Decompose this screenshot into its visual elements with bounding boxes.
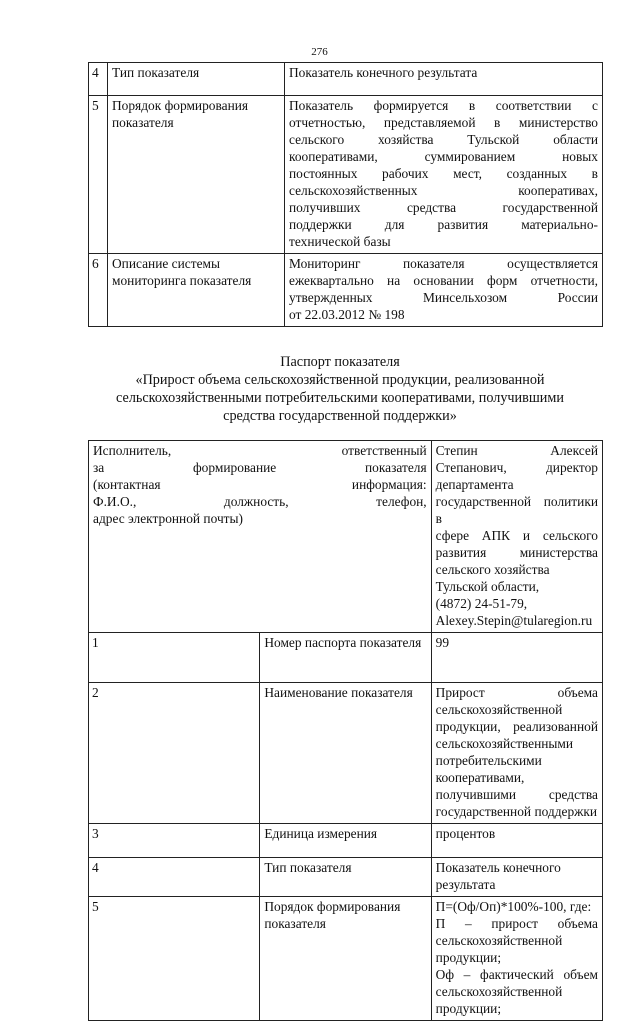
table-row — [89, 897, 603, 1021]
row-label: Порядок формирования показателя — [108, 96, 285, 254]
row-value: процентов — [431, 824, 602, 858]
row-label: Тип показателя — [108, 63, 285, 96]
table-row — [89, 63, 603, 96]
row-label: Тип показателя — [260, 858, 431, 897]
table-row — [89, 633, 603, 683]
row-label: Наименование показателя — [260, 683, 431, 824]
table-row — [89, 824, 603, 858]
table-row-executor — [89, 441, 603, 633]
passport-heading — [60, 353, 620, 425]
indicator-table-continued — [88, 62, 603, 327]
row-value: Прирост объема сельскохозяйственной продукции, реализованной сельскохозяйственными потребительскими кооперативами, получившими средства государственной поддержки — [431, 683, 602, 824]
row-number: 5 — [89, 897, 260, 1021]
row-value: П=(Оф/Оп)*100%-100, где: П – прирост объема сельскохозяйственной продукции; Оф – фактический объем сельскохозяйственной продукции; — [431, 897, 602, 1021]
indicator-passport-table — [88, 440, 603, 1021]
row-number: 3 — [89, 824, 260, 858]
heading-line: «Прирост объема сельскохозяйственной продукции, реализованной — [135, 372, 545, 388]
row-value: Мониторинг показателя осуществляется ежеквартально на основании форм отчетности, утвержденных Минсельхозом России от 22.03.2012 № 198 — [285, 254, 603, 327]
executor-value: Степин Алексей Степанович, директор департамента государственной политики в сфере АПК и сельского развития министерства сельского хозяйства Тульской области, (4872) 24-51-79, Alexey.Stepin@tularegion.ru — [431, 441, 602, 633]
row-number: 1 — [89, 633, 260, 683]
row-value: Показатель формируется в соответствии с отчетностью, представляемой в министерство сельского хозяйства Тульской области кооперативами, суммированием новых постоянных рабочих мест, созданных в сельскохозяйственных кооперативах, получивших средства государственной поддержки для развития материально- технической базы — [285, 96, 603, 254]
row-value: Показатель конечного результата — [431, 858, 602, 897]
table-row — [89, 254, 603, 327]
row-value: 99 — [431, 633, 602, 683]
executor-label: Исполнитель, ответственный за формирование показателя (контактная информация: Ф.И.О., должность, телефон, адрес электронной почты) — [89, 441, 432, 633]
heading-line: Паспорт показателя — [280, 354, 400, 370]
table-row — [89, 858, 603, 897]
row-number: 6 — [89, 254, 108, 327]
table-row — [89, 96, 603, 254]
row-number: 4 — [89, 63, 108, 96]
row-value: Показатель конечного результата — [285, 63, 603, 96]
heading-line: сельскохозяйственными потребительскими кооперативами, получившими — [116, 390, 564, 406]
page-number: 276 — [311, 46, 328, 58]
row-label: Описание системы мониторинга показателя — [108, 254, 285, 327]
row-label: Порядок формирования показателя — [260, 897, 431, 1021]
row-label: Номер паспорта показателя — [260, 633, 431, 683]
row-label: Единица измерения — [260, 824, 431, 858]
row-number: 5 — [89, 96, 108, 254]
table-row — [89, 683, 603, 824]
heading-line: средства государственной поддержки» — [223, 408, 457, 424]
row-number: 2 — [89, 683, 260, 824]
row-number: 4 — [89, 858, 260, 897]
